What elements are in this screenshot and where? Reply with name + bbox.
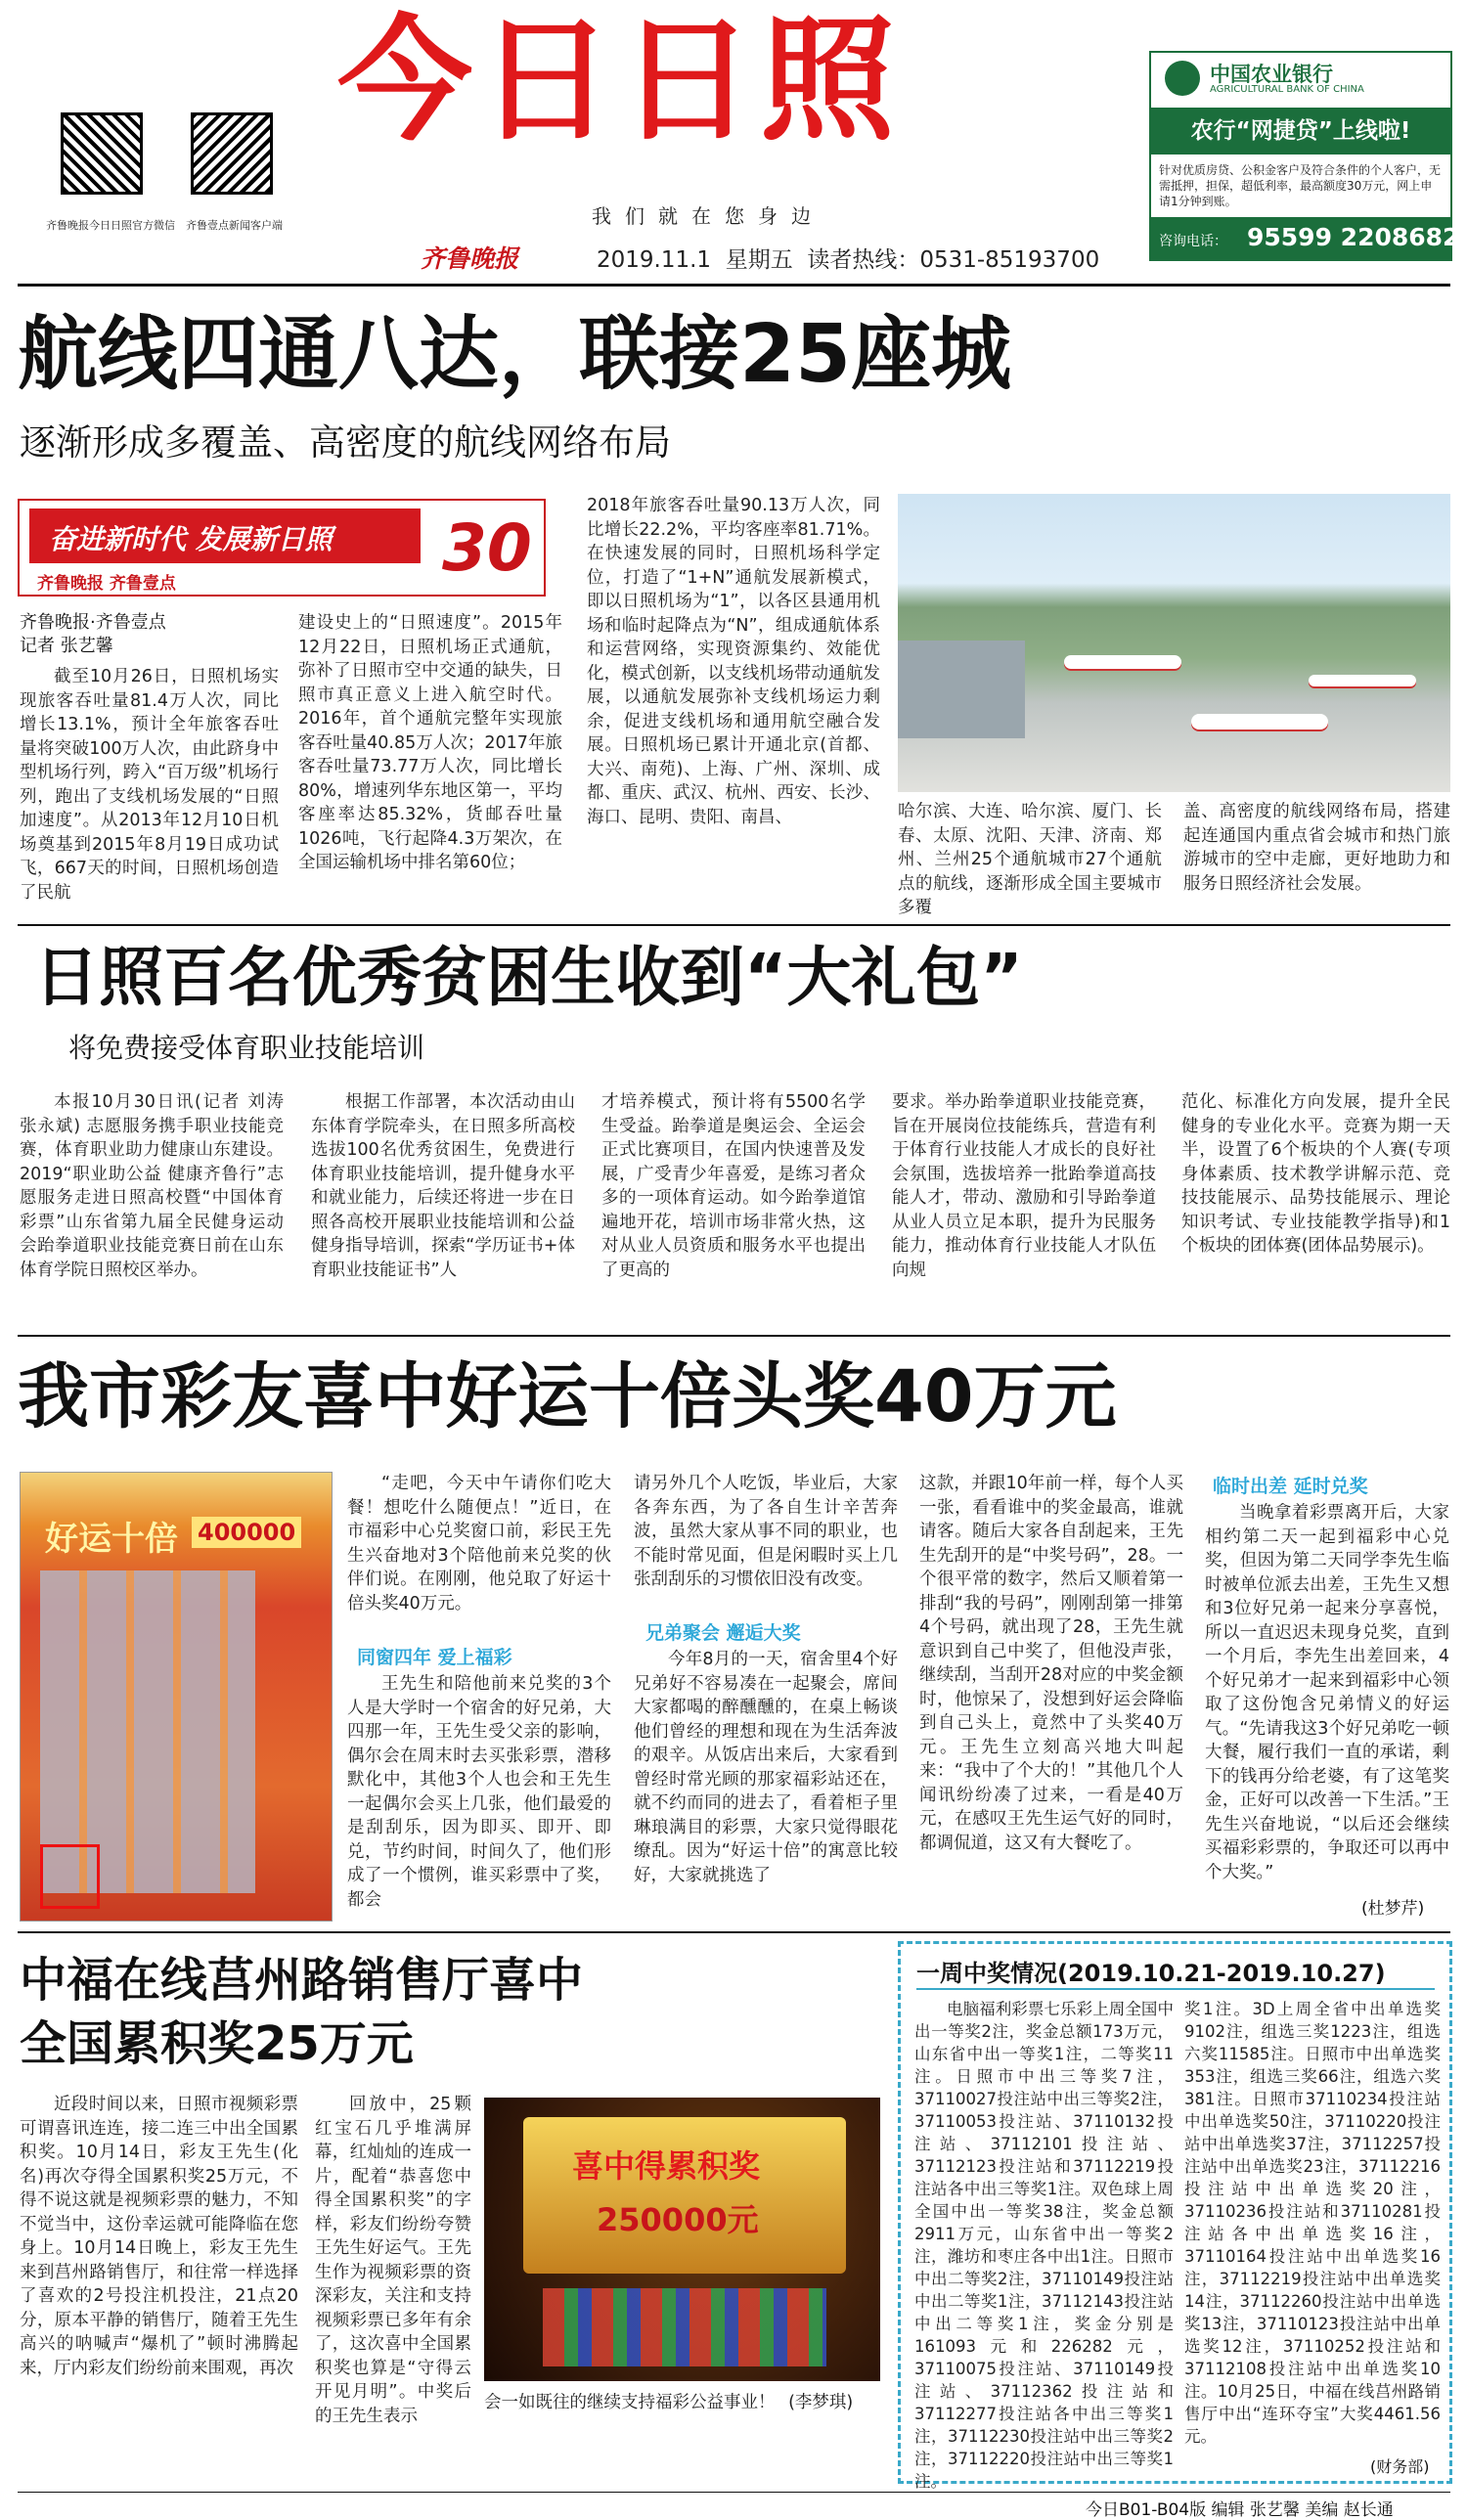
airplane-icon (1309, 675, 1416, 686)
section-divider (18, 1931, 1450, 1933)
weekly-title: 一周中奖情况(2019.10.21-2019.10.27) (916, 1960, 1386, 1987)
winning-number-highlight (40, 1844, 100, 1909)
story4-tail: 会一如既往的继续支持福彩公益事业！ (李梦琪) (484, 2393, 854, 2412)
weekly-col2: 奖1注。3D上周全省中出单选奖9102注，组选三奖1223注，组选六奖11585注。日照市中出单选奖353注，组选三奖66注，组选六奖381注。日照市37110234投注站中出单选奖50注，37110220投注站中出单选奖37注，37112257投注站中出单选奖23注，37112216投注站中出单选奖20注，37110236投注站和37110281投注站各中出单选奖16注，37110164投注站中出单选奖16注，37112219投注站中出单选奖14注，37112260投注站中出单选奖13注，37110123投注站中出单选奖12注，37110252投注站和37112108投注站中出单选奖10注。10月25日，中福在线莒州路销售厅中出“连环夺宝”大奖4461.56元。 (1184, 2000, 1441, 2446)
story1-subhead: 逐渐形成多覆盖、高密度的航线网络布局 (20, 421, 671, 464)
byline-reporter: 记者 张艺馨 (20, 636, 113, 656)
reader-hotline: 读者热线：0531-85193700 (807, 247, 1100, 273)
byline-outlet: 齐鲁晚报·齐鲁壹点 (20, 612, 166, 633)
issue-weekday: 星期五 (725, 247, 793, 273)
section-divider (18, 1335, 1450, 1337)
story2-col4: 要求。举办跆拳道职业技能竞赛，旨在开展岗位技能练兵，营造有利于体育行业技能人才成长的良好社会氛围，选拔培养一批跆拳道高技能人才，带动、激励和引导跆拳道从业人员立足本职，提升为民服务能力，推动体育行业技能人才队伍向规 (892, 1092, 1156, 1280)
weekly-author: (财务部) (1370, 2457, 1430, 2476)
bank-name-cn: 中国农业银行 (1210, 63, 1333, 86)
story3-col1-body: 王先生和陪他前来兑奖的3个人是大学时一个宿舍的好兄弟，大四那一年，王先生受父亲的影响，偶尔会在周末时去买张彩票，潜移默化中，其他3个人也会和王先生一起偶尔会买上几张，他们最爱的是刮刮乐，因为即买、即开、即兑，节约时间，时间久了，他们形成了一个惯例，谁买彩票中了奖，都会 (347, 1674, 611, 1910)
weekly-title-underline (916, 1988, 1435, 1990)
story2-subhead: 将免费接受体育职业技能培训 (68, 1032, 425, 1064)
ad-phone-label: 咨询电话： (1159, 234, 1227, 249)
story1-col3: 2018年旅客吞吐量90.13万人次，同比增长22.2%，平均客座率81.71%。在快速发展的同时，日照机场科学定位，打造了“1+N”通航发展新模式，即以日照机场为“1”，以各区县通用机场和临时起降点为“N”，组成通航体系和运营网络，实现资源集约、效能优化，模式创新，以支线机场带动通航发展，以通航发展弥补支线机场运力剩余，促进支线机场和通用航空融合发展。日照机场已累计开通北京(首都、大兴、南苑)、上海、广州、深圳、成都、重庆、武汉、杭州、西安、长沙、海口、昆明、贵阳、南昌、 (587, 496, 880, 827)
ad-headline: 农行“网捷贷”上线啦! (1151, 108, 1450, 155)
screen-amount: 250000元 (597, 2201, 759, 2238)
story2-col3: 才培养模式，预计将有5500名学生受益。跆拳道是奥运会、全运会正式比赛项目，在国内快速普及发展，广受青少年喜爱，是练习者众多的一项体育运动。如今跆拳道馆遍地开花，培训市场非常火热，这对从业人员资质和服务水平也提出了更高的 (601, 1092, 866, 1280)
screen-text: 喜中得累积奖 (572, 2147, 761, 2185)
banner-slogan: 奋进新时代 发展新日照 (49, 523, 333, 555)
story3-col3: 这款，并跟10年前一样，每个人买一张，看看谁中的奖金最高，谁就请客。随后大家各自刮起来，王先生先刮开的是“中奖号码”，28。一个很平常的数字，然后又顺着第一排刮“我的号码”，刚刚刮第一排第4个号码，就出现了28，王先生就意识到自己中奖了，但他没声张，继续刮，当刮开28对应的中奖金额时，他惊呆了，没想到好运会降临到自己头上，竟然中了头奖40万元。王先生立刻高兴地大叫起来：“我中了个大的！”其他几个人闻讯纷纷凑了过来，一看是40万元，在感叹王先生运气好的同时，都调侃道，这又有大餐吃了。 (919, 1474, 1183, 1853)
story3-headline: 我市彩友喜中好运十倍头奖40万元 (18, 1355, 1117, 1438)
story3-col1-intro: “走吧，今天中午请你们吃大餐！想吃什么随便点！”近日，在市福彩中心兑奖窗口前，彩民王先生兴奋地对3个陪他前来兑奖的伙伴们说。在刚刚，他兑取了好运十倍头奖40万元。 (347, 1474, 611, 1614)
series-banner (18, 499, 546, 597)
gem-grid (543, 2288, 826, 2366)
story2-headline: 日照百名优秀贫困生收到“大礼包” (34, 940, 1023, 1015)
jackpot-screen-photo (484, 2098, 880, 2381)
dateline (597, 242, 1099, 274)
qr-code-app[interactable] (191, 112, 273, 195)
story2-col5: 范化、标准化方向发展，提升全民健身的专业化水平。竞赛为期一天半，设置了6个板块的个人赛(专项身体素质、技术教学讲解示范、竞技技能展示、品势技能展示、理论知识考试、专业技能教学指导)和1个板块的团体赛(团体品势展示)。 (1181, 1092, 1450, 1256)
story4-col1: 近段时间以来，日照市视频彩票可谓喜讯连连，接二连三中出全国累积奖。10月14日，彩友王先生(化名)再次夺得全国累积奖25万元，不得不说这就是视频彩票的魅力，不知不觉当中，这份幸运就可能降临在您身上。10月14日晚上，彩友王先生来到莒州路销售厅，和往常一样选择了喜欢的2号投注机投注，21点20分，原本平静的销售厅，随着王先生高兴的呐喊声“爆机了”顿时沸腾起来，厅内彩友们纷纷前来围观，再次 (20, 2095, 298, 2378)
ad-phones: 95599 2208682 (1247, 223, 1460, 251)
kicker-classmates: 同窗四年 爱上福彩 (357, 1647, 512, 1668)
qr-caption-app: 齐鲁壹点新闻客户端 (186, 219, 283, 232)
terminal-building (898, 641, 1025, 738)
airplane-icon (1064, 655, 1181, 669)
story2-col2: 根据工作部署，本次活动由山东体育学院牵头，在日照多所高校选拔100名优秀贫困生，免费进行体育职业技能培训，提升健身水平和就业能力，后续还将进一步在日照各高校开展职业技能培训和公益健身指导培训，探索“学历证书+体育职业技能证书”人 (311, 1092, 575, 1280)
kicker-brothers: 兄弟聚会 邂逅大奖 (645, 1622, 801, 1644)
story1-col4: 哈尔滨、大连、哈尔滨、厦门、长春、太原、沈阳、天津、济南、郑州、兰州25个通航城市27个通航点的航线，逐渐形成全国主要城市多覆 (898, 802, 1162, 917)
masthead-title: 今日日照 (337, 2, 902, 159)
banner-badge-30: 30 (442, 510, 532, 586)
ticket-prize: 400000 (192, 1517, 301, 1548)
story4-author: (李梦琪) (788, 2393, 854, 2412)
masthead-divider (18, 284, 1450, 287)
story1-headline: 航线四通八达，联接25座城 (18, 308, 1012, 401)
story3-author: (杜梦芹) (1361, 1899, 1425, 1919)
bank-advert[interactable] (1149, 51, 1460, 261)
bank-name-en: AGRICULTURAL BANK OF CHINA (1210, 84, 1364, 95)
footer-credits: 今日B01-B04版 编辑 张艺馨 美编 赵长通 (1086, 2500, 1394, 2520)
story1-col5: 盖、高密度的航线网络布局，搭建起连通国内重点省会城市和热门旅游城市的空中走廊，更好地助力和服务日照经济社会发展。 (1183, 802, 1450, 894)
lottery-ticket-photo (20, 1472, 333, 1922)
qr-caption-wechat: 齐鲁晚报今日日照官方微信 (46, 219, 175, 232)
ad-phone-row (1151, 217, 1460, 260)
story3-col2-intro: 请另外几个人吃饭，毕业后，大家各奔东西，为了各自生计辛苦奔波，虽然大家从事不同的职业，也不能时常见面，但是闲暇时买上几张刮刮乐的习惯依旧没有改变。 (634, 1474, 898, 1589)
section-divider (18, 924, 1450, 926)
story1-byline (20, 611, 166, 658)
story4-col2: 回放中，25颗红宝石几乎堆满屏幕，红灿灿的连成一片，配着“恭喜您中得全国累积奖”的字样，彩友们纷纷夸赞王先生好运气。王先生作为视频彩票的资深彩友，关注和支持视频彩票已多年有余了，这次喜中全国累积奖也算是“守得云开见月明”。中奖后的王先生表示 (315, 2095, 471, 2426)
story2-col1: 本报10月30日讯(记者 刘涛 张永斌) 志愿服务携手职业技能竞赛，体育职业助力健康山东建设。2019“职业助公益 健康齐鲁行”志愿服务走进日照高校暨“中国体育彩票”山东省第九届全民健身运动会跆拳道职业技能竞赛日前在山东体育学院日照校区举办。 (20, 1092, 284, 1280)
story1-col1: 截至10月26日，日照机场实现旅客吞吐量81.4万人次，同比增长13.1%，预计全年旅客吞吐量将突破100万人次，由此跻身中型机场行列，跨入“百万级”机场行列，跑出了支线机场发展的“日照加速度”。从2013年12月10日机场奠基到2015年8月19日成功试飞，667天的时间，日照机场创造了民航 (20, 667, 279, 903)
kicker-business-trip: 临时出差 延时兑奖 (1213, 1476, 1368, 1497)
story3-col2-body: 今年8月的一天，宿舍里4个好兄弟好不容易凑在一起聚会，席间大家都喝的醉醺醺的，在桌上畅谈他们曾经的理想和现在为生活奔波的艰辛。从饭店出来后，大家看到曾经时常光顾的那家福彩站还在，就不约而同的进去了，看着柜子里琳琅满目的彩票，大家只觉得眼花缭乱。因为“好运十倍”的寓意比较好，大家就挑选了 (634, 1650, 898, 1885)
story3-col4: 当晚拿着彩票离开后，大家相约第二天一起到福彩中心兑奖，但因为第二天同学李先生临时被单位派去出差，王先生又想和3位好兄弟一起来分享喜悦，所以一直迟迟未现身兑奖，直到一个月后，李先生出差回来，4个好兄弟才一起来到福彩中心领取了这份饱含兄弟情义的好运气。“先请我这3个好兄弟吃一顿大餐，履行我们一直的承诺，剩下的钱再分给老婆，有了这笔奖金，正好可以改善一下生活。”王先生兴奋地说，“以后还会继续买福彩彩票的，争取还可以再中个大奖。” (1205, 1503, 1449, 1882)
story4-headline-line2: 全国累积奖25万元 (20, 2016, 414, 2071)
ad-body: 针对优质房贷、公积金客户及符合条件的个人客户，无需抵押，担保，超低利率，最高额度30万元，网上申请1分钟到账。 (1159, 163, 1442, 208)
weekly-results-box (898, 1941, 1452, 2491)
airport-photo (898, 494, 1450, 792)
brand-logo: 齐鲁晚报 (421, 244, 519, 273)
airplane-icon (1191, 714, 1328, 729)
qr-code-wechat[interactable] (61, 112, 143, 195)
footer-rule (18, 2492, 1450, 2493)
banner-brands: 齐鲁晚报 齐鲁壹点 (37, 574, 176, 594)
weekly-col1: 电脑福利彩票七乐彩上周全国中出一等奖2注，奖金总额173万元，山东省中出一等奖1注，二等奖11注。日照市中出三等奖7注，37110027投注站中出三等奖2注，37110053投注站、37110132投注站、37112101投注站、37112123投注站和37112219投注站各中出三等奖1注。双色球上周全国中出一等奖38注，奖金总额2911万元，山东省中出一等奖2注，潍坊和枣庄各中出1注。日照市中出二等奖2注，37110149投注站中出二等奖1注，37112143投注站中出二等奖1注，奖金分别是161093元和226282元，37110075投注站、37110149投注站、37112362投注站和37112277投注站各中出三等奖1注，37112230投注站中出三等奖2注，37112220投注站中出三等奖1注。 (914, 2000, 1174, 2491)
story1-col2: 建设史上的“日照速度”。2015年12月22日，日照机场正式通航，弥补了日照市空中交通的缺失，日照市真正意义上进入航空时代。2016年，首个通航完整年实现旅客吞吐量40.85万人次；2017年旅客吞吐量73.77万人次，同比增长80%，增速列华东地区第一，平均客座率达85.32%，货邮吞吐量1026吨，飞行起降4.3万架次，在全国运输机场中排名第60位； (298, 613, 562, 872)
story4-headline-line1: 中福在线莒州路销售厅喜中 (20, 1953, 584, 2008)
ticket-title: 好运十倍 (45, 1520, 178, 1559)
issue-date: 2019.11.1 (597, 247, 712, 273)
abc-logo-icon (1165, 61, 1200, 96)
masthead-slogan: 我们就在您身边 (592, 204, 824, 228)
